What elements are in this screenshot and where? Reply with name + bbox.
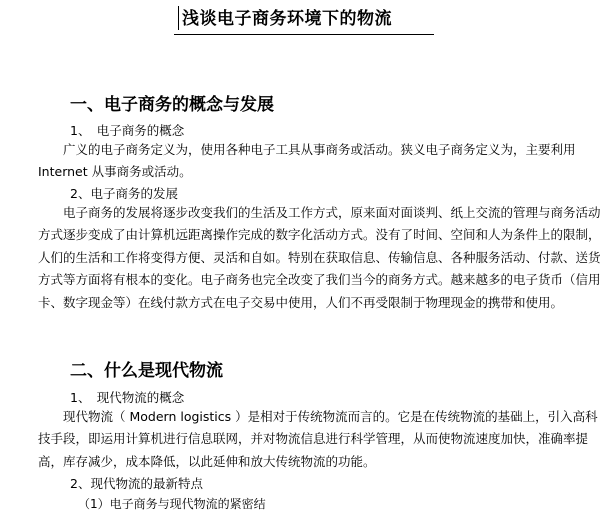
document-title: 浅谈电子商务环境下的物流: [182, 9, 392, 29]
paragraph-2-1: 现代物流（ Modern logistics ）是相对于传统物流而言的。它是在传统物流的基础上，引入高科技手段，即运用计算机进行信息联网，并对物流信息进行科学管理，从而使物流速度加快，准确率提高，库存减少，成本降低，以此延伸和放大传统物流的功能。: [38, 409, 598, 469]
title-block: [174, 0, 434, 36]
subsection-heading-1-2: 2、电子商务的发展: [70, 186, 178, 201]
subsection-heading-2-2: 2、现代物流的最新特点: [70, 476, 203, 491]
section-heading-1: 一、电子商务的概念与发展: [70, 95, 274, 115]
title-underline: [174, 34, 434, 35]
section-heading-2: 二、什么是现代物流: [70, 361, 223, 381]
list-item: （1）电子商务与现代物流的紧密结: [78, 497, 266, 511]
paragraph-1-2: 电子商务的发展将逐步改变我们的生活及工作方式，原来面对面谈判、纸上交流的管理与商务活动方式逐步变成了由计算机远距离操作完成的数字化活动方式。没有了时间、空间和人为条件上的限制，人们的生活和工作将变得方便、灵活和自如。特别在获取信息、传输信息、各种服务活动、付款、送货方式等方面将有根本的变化。电子商务也完全改变了我们当今的商务方式。越来越多的电子货币（信用卡、数字现金等）在线付款方式在电子交易中使用，人们不再受限制于物理现金的携带和使用。: [38, 205, 601, 310]
subsection-heading-1-1: 1、 电子商务的概念: [70, 123, 185, 138]
paragraph-1-1: 广义的电子商务定义为，使用各种电子工具从事商务或活动。狭义电子商务定义为，主要利用 Internet 从事商务或活动。: [38, 142, 576, 180]
subsection-heading-2-1: 1、 现代物流的概念: [70, 390, 185, 405]
text-cursor: [178, 6, 179, 30]
